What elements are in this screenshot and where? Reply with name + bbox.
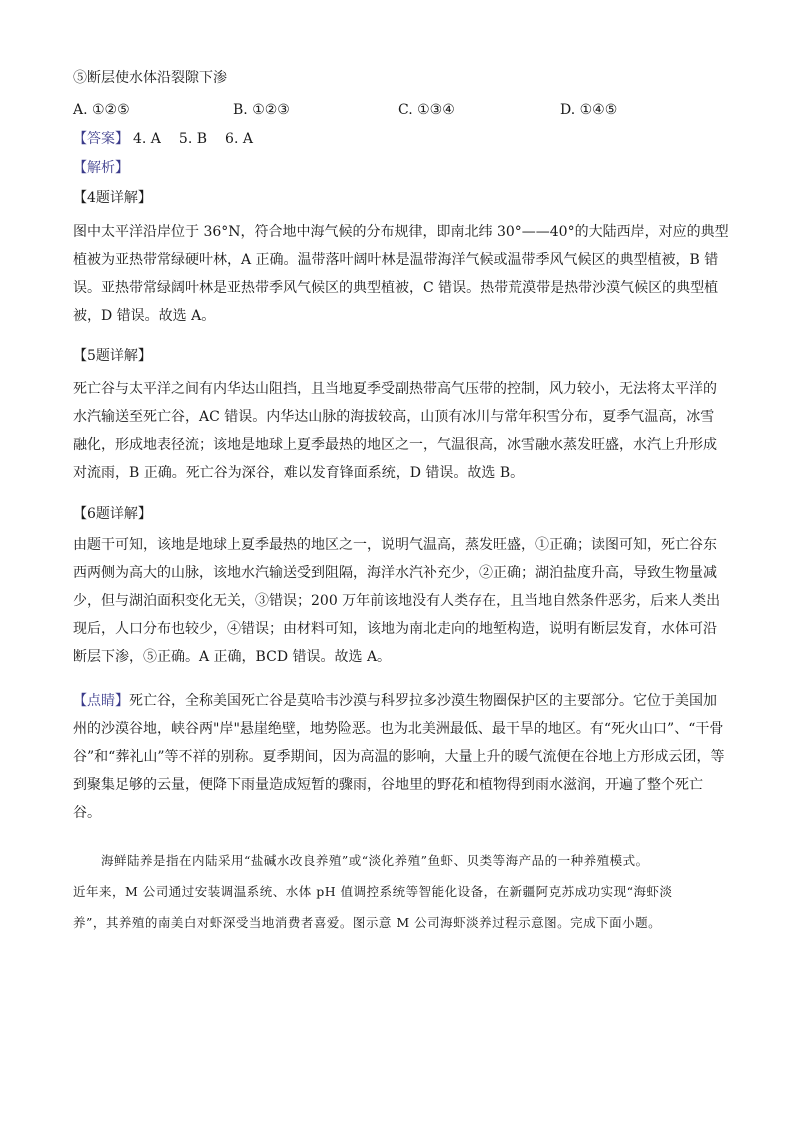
- q6-line: 断层下渗，⑤正确。A 正确，BCD 错误。故选 A。: [73, 649, 392, 665]
- comment-line: 死亡谷，全称美国死亡谷是莫哈韦沙漠与科罗拉多沙漠生物圈保护区的主要部分。它位于美国加: [129, 693, 717, 709]
- answer-5: 5. B: [178, 131, 208, 147]
- q5-line: 水汽输送至死亡谷，AC 错误。内华达山脉的海拔较高，山顶有冰川与常年积雪分布，夏季气温高，冰雪: [73, 409, 715, 425]
- q6-heading: 【6题详解】: [73, 506, 152, 522]
- q4-heading: 【4题详解】: [73, 190, 152, 206]
- analysis-heading: 【解析】: [73, 160, 129, 176]
- material-block: [73, 845, 723, 938]
- q6-line: 现后，人口分布也较少，④错误；由材料可知，该地为南北走向的地堑构造，说明有断层发育，水体可沿: [73, 621, 717, 637]
- answer-6: 6. A: [225, 131, 253, 147]
- comment-line: 谷”和“葬礼山”等不祥的别称。夏季期间，因为高温的影响，大量上升的暖气流便在谷地上方形成云团，等: [73, 749, 725, 765]
- options-row: [73, 96, 723, 124]
- q5-heading: 【5题详解】: [73, 348, 152, 364]
- q5-line: 死亡谷与太平洋之间有内华达山阻挡，且当地夏季受副热带高气压带的控制，风力较小，无法将太平洋的: [73, 381, 717, 397]
- option-a: A. ①②⑤: [73, 102, 130, 118]
- answer-4: 4. A: [133, 131, 161, 147]
- option-c: C. ①③④: [398, 102, 455, 118]
- q4-line: 误。亚热带常绿阔叶林是亚热带季风气候区的典型植被，C 错误。热带荒漠带是热带沙漠气候区的典型植: [73, 280, 719, 296]
- q6-line: 少，但与湖泊面积变化无关，③错误；200 万年前该地没有人类存在，且当地自然条件恶劣，后来人类出: [73, 593, 721, 609]
- q6-line: 西两侧为高大的山脉，该地水汽输送受到阻隔，海洋水汽补充少，②正确；湖泊盐度升高，导致生物量减: [73, 565, 717, 581]
- q4-line: 植被为亚热带常绿硬叶林，A 正确。温带落叶阔叶林是温带海洋气候或温带季风气候区的典型植被，B 错: [73, 252, 719, 268]
- material-line: 海鲜陆养是指在内陆采用“盐碱水改良养殖”或“淡化养殖”鱼虾、贝类等海产品的一种养殖模式。: [101, 853, 649, 868]
- material-line: 养”，其养殖的南美白对虾深受当地消费者喜爱。图示意 M 公司海虾淡养过程示意图。完成下面小题。: [73, 915, 662, 930]
- q5-line: 对流雨，B 正确。死亡谷为深谷，难以发育锋面系统，D 错误。故选 B。: [73, 465, 525, 481]
- q4-body: [73, 218, 729, 330]
- option-b: B. ①②③: [233, 102, 290, 118]
- q6-line: 由题干可知，该地是地球上夏季最热的地区之一，说明气温高，蒸发旺盛，①正确；读图可知，死亡谷东: [73, 537, 717, 553]
- comment-line: 谷。: [73, 805, 101, 821]
- q6-body: [73, 531, 723, 671]
- comment-line: 到聚集足够的云量，便降下雨量造成短暂的骤雨，谷地里的野花和植物得到雨水滋润，开遍了整个死亡: [73, 777, 703, 793]
- answer-tag: 【答案】: [73, 131, 129, 147]
- q4-line: 被，D 错误。故选 A。: [73, 308, 216, 324]
- comment-line: 州的沙漠谷地，峡谷两"岸"悬崖绝壁，地势险恶。也为北美洲最低、最干旱的地区。有“死火山口”、“干骨: [73, 721, 724, 737]
- material-line: 近年来，M 公司通过安装调温系统、水体 pH 值调控系统等智能化设备，在新疆阿克苏成功实现“海虾淡: [73, 884, 673, 899]
- q4-line: 图中太平洋沿岸位于 36°N，符合地中海气候的分布规律，即南北纬 30°——40°的大陆西岸，对应的典型: [73, 224, 729, 240]
- comment-block: [73, 687, 723, 827]
- option-d: D. ①④⑤: [560, 102, 618, 118]
- answer-line: [73, 125, 723, 153]
- q5-body: [73, 375, 723, 487]
- comment-tag: 【点睛】: [73, 693, 129, 709]
- question-tail: ⑤断层使水体沿裂隙下渗: [73, 70, 227, 86]
- q5-line: 融化，形成地表径流；该地是地球上夏季最热的地区之一，气温很高，冰雪融水蒸发旺盛，水汽上升形成: [73, 437, 717, 453]
